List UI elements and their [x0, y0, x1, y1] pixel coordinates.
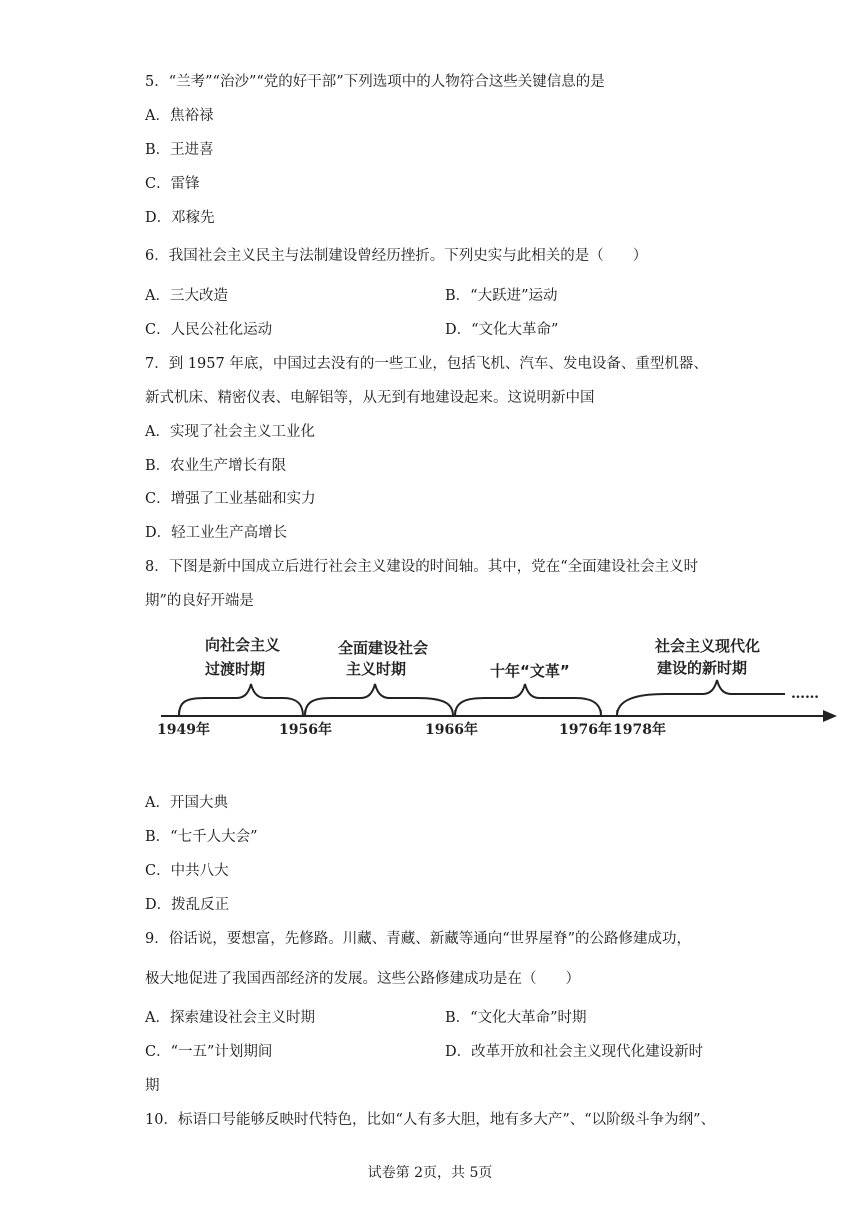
- question-9-option-d-continued: 期: [145, 1078, 160, 1094]
- question-9-stem-line1: 9．俗话说，要想富，先修路。川藏、青藏、新藏等通向“世界屋脊”的公路修建成功，: [145, 931, 692, 947]
- question-6-option-c: C．人民公社化运动: [145, 322, 273, 338]
- question-9-option-d: D．改革开放和社会主义现代化建设新时: [445, 1044, 704, 1060]
- question-6-option-d: D．“文化大革命”: [445, 322, 559, 338]
- question-7-option-c: C．增强了工业基础和实力: [145, 491, 316, 507]
- period-2-label-line2: 主义时期: [346, 660, 407, 678]
- period-4-label-line2: 建设的新时期: [657, 659, 748, 677]
- question-5-option-b: B．王进喜: [145, 142, 214, 158]
- question-8-option-c: C．中共八大: [145, 863, 229, 879]
- question-7-stem-line2: 新式机床、精密仪表、电解铝等，从无到有地建设起来。这说明新中国: [145, 390, 595, 406]
- question-8-stem-line2: 期”的良好开端是: [145, 593, 254, 609]
- question-6-stem: 6．我国社会主义民主与法制建设曾经历挫折。下列史实与此相关的是（ ）: [145, 248, 648, 264]
- question-6-option-b: B．“大跃进”运动: [445, 288, 558, 304]
- period-4-label-line1: 社会主义现代化: [655, 637, 761, 655]
- question-7-option-b: B．农业生产增长有限: [145, 458, 287, 474]
- question-7-option-a: A．实现了社会主义工业化: [145, 424, 315, 440]
- period-2-brace: [305, 684, 453, 716]
- question-8-stem-line1: 8．下图是新中国成立后进行社会主义建设的时间轴。其中，党在“全面建设社会主义时: [145, 559, 699, 575]
- year-1976: 1976年: [559, 722, 612, 738]
- period-3-label: 十年“文革”: [490, 662, 570, 680]
- period-1-brace: [179, 684, 303, 716]
- year-1956: 1956年: [279, 722, 332, 738]
- page-footer: 试卷第 2页，共 5页: [367, 1165, 493, 1181]
- question-7-option-d: D．轻工业生产高增长: [145, 525, 288, 541]
- question-5-option-c: C．雷锋: [145, 176, 200, 192]
- question-9-option-a: A．探索建设社会主义时期: [145, 1010, 315, 1026]
- timeline-ellipsis: ……: [791, 686, 819, 702]
- question-6-option-a: A．三大改造: [145, 288, 228, 304]
- question-5-stem: 5．“兰考”“治沙”“党的好干部”下列选项中的人物符合这些关键信息的是: [145, 74, 605, 90]
- question-10-stem-line1: 10．标语口号能够反映时代特色，比如“人有多大胆，地有多大产”、“以阶级斗争为纲”、: [145, 1112, 716, 1128]
- question-8-option-d: D．拨乱反正: [145, 897, 230, 913]
- timeline-figure: [155, 624, 845, 744]
- question-8-option-a: A．开国大典: [145, 795, 228, 811]
- year-1966: 1966年: [425, 722, 478, 738]
- timeline-arrow: [823, 710, 837, 722]
- question-9-option-c: C．“一五”计划期间: [145, 1044, 273, 1060]
- year-1949: 1949年: [157, 722, 210, 738]
- question-5-option-a: A．焦裕禄: [145, 108, 214, 124]
- period-4-brace: [617, 680, 785, 716]
- period-1-label-line1: 向社会主义: [205, 636, 281, 654]
- question-9-option-b: B．“文化大革命”时期: [445, 1010, 587, 1026]
- period-1-label-line2: 过渡时期: [205, 660, 266, 678]
- question-7-stem-line1: 7．到 1957 年底，中国过去没有的一些工业，包括飞机、汽车、发电设备、重型机器、: [145, 356, 708, 372]
- question-5-option-d: D．邓稼先: [145, 210, 215, 226]
- question-8-option-b: B．“七千人大会”: [145, 829, 258, 845]
- year-1978: 1978年: [613, 722, 666, 738]
- period-3-brace: [455, 684, 601, 716]
- period-2-label-line1: 全面建设社会: [338, 639, 429, 657]
- question-9-stem-line2: 极大地促进了我国西部经济的发展。这些公路修建成功是在（ ）: [145, 971, 580, 987]
